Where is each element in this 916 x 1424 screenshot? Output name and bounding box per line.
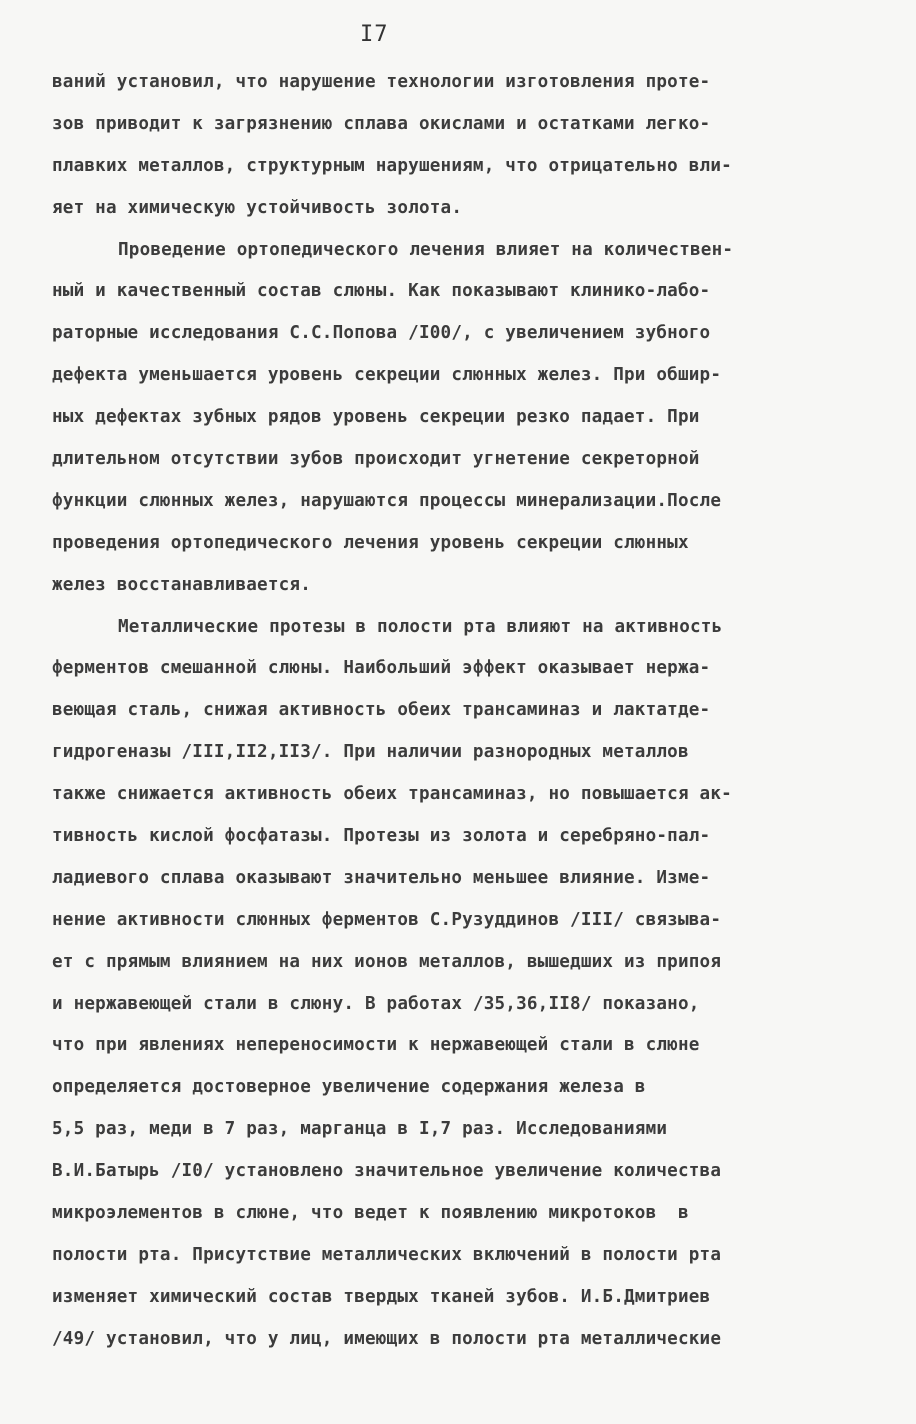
text-line: функции слюнных желез, нарушаются процессы минерализации.После bbox=[52, 490, 722, 511]
text-line: желез восстанавливается. bbox=[52, 574, 312, 595]
text-line: дефекта уменьшается уровень секреции слюнных желез. При обшир- bbox=[52, 365, 722, 386]
text-line: ных дефектах зубных рядов уровень секреции резко падает. При bbox=[52, 407, 700, 428]
text-line: ет с прямым влиянием на них ионов металлов, вышедших из припоя bbox=[52, 951, 722, 972]
text-line: микроэлементов в слюне, что ведет к появлению микротоков в bbox=[52, 1203, 689, 1224]
text-line: /49/ установил, что у лиц, имеющих в полости рта металлические bbox=[52, 1328, 722, 1349]
text-line: веющая сталь, снижая активность обеих трансаминаз и лактатде- bbox=[52, 700, 711, 721]
text-line: плавких металлов, структурным нарушениям, что отрицательно вли- bbox=[52, 155, 732, 176]
text-line: гидрогеназы /III,II2,II3/. При наличии разнородных металлов bbox=[52, 742, 689, 763]
text-line: яет на химическую устойчивость золота. bbox=[52, 197, 463, 218]
text-line: тивность кислой фосфатазы. Протезы из золота и серебряно-пал- bbox=[52, 826, 711, 847]
text-line: зов приводит к загрязнению сплава окислами и остатками легко- bbox=[52, 113, 711, 134]
text-line: полости рта. Присутствие металлических включений в полости рта bbox=[52, 1244, 722, 1265]
text-line: 5,5 раз, меди в 7 раз, марганца в I,7 раз. Исследованиями bbox=[52, 1119, 668, 1140]
page-number: I7 bbox=[360, 22, 389, 47]
text-line: В.И.Батырь /I0/ установлено значительное увеличение количества bbox=[52, 1161, 722, 1182]
text-line: Металлические протезы в полости рта влияют на активность bbox=[118, 616, 723, 637]
text-line: раторные исследования С.С.Попова /I00/, с увеличением зубного bbox=[52, 323, 711, 344]
text-line: что при явлениях непереносимости к нержавеющей стали в слюне bbox=[52, 1035, 700, 1056]
text-line: также снижается активность обеих трансаминаз, но повышается ак- bbox=[52, 784, 732, 805]
text-line: нение активности слюнных ферментов С.Рузуддинов /III/ связыва- bbox=[52, 909, 722, 930]
text-line: Проведение ортопедического лечения влияет на количествен- bbox=[118, 239, 734, 260]
body-text bbox=[52, 62, 882, 1361]
text-line: ладиевого сплава оказывают значительно меньшее влияние. Изме- bbox=[52, 867, 711, 888]
text-line: длительном отсутствии зубов происходит угнетение секреторной bbox=[52, 449, 700, 470]
text-line: проведения ортопедического лечения уровень секреции слюнных bbox=[52, 532, 689, 553]
text-line: ферментов смешанной слюны. Наибольший эффект оказывает нержа- bbox=[52, 658, 711, 679]
text-line: изменяет химический состав твердых тканей зубов. И.Б.Дмитриев bbox=[52, 1286, 711, 1307]
text-line: и нержавеющей стали в слюну. В работах /35,36,II8/ показано, bbox=[52, 993, 700, 1014]
text-line: определяется достоверное увеличение содержания железа в bbox=[52, 1077, 646, 1098]
text-line: ваний установил, что нарушение технологии изготовления проте- bbox=[52, 72, 711, 92]
text-line: ный и качественный состав слюны. Как показывают клинико-лабо- bbox=[52, 281, 711, 302]
